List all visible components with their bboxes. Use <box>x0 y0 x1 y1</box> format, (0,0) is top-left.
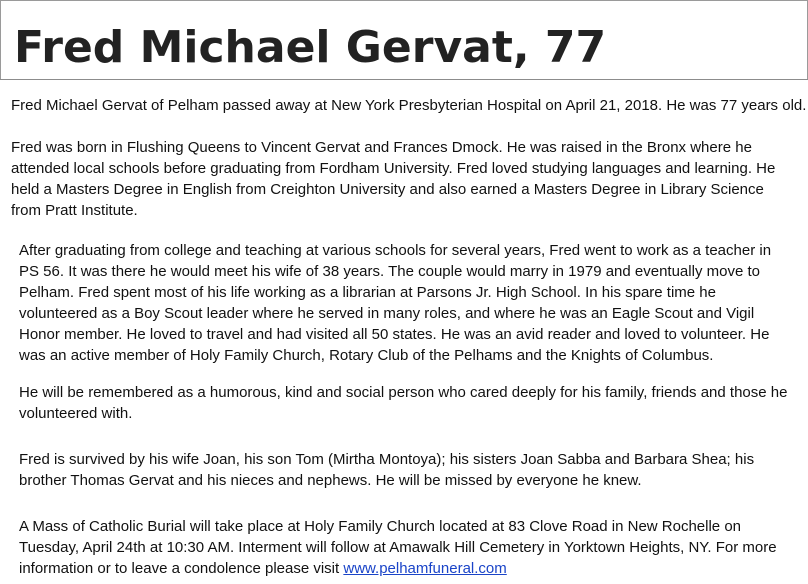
funeral-home-link[interactable]: www.pelhamfuneral.com <box>343 560 507 577</box>
page-frame-left <box>0 0 1 80</box>
title-divider <box>0 79 808 80</box>
paragraph-announcement: Fred Michael Gervat of Pelham passed away at New York Presbyterian Hospital on April 21, 2018. He was 77 years old. <box>11 97 807 114</box>
page-title: Fred Michael Gervat, 77 <box>14 22 607 73</box>
services-text: A Mass of Catholic Burial will take place at Holy Family Church located at 83 Clove Road in New Rochelle on Tuesday, April 24th at 10:30 AM. Interment will follow at Amawalk Hill Cemetery in Yorktown Heights, NY. For more information or to leave a condolence please visit <box>19 518 777 577</box>
paragraph-survivors: Fred is survived by his wife Joan, his son Tom (Mirtha Montoya); his sisters Joan Sabba and Barbara Shea; his brother Thomas Gervat and his nieces and nephews. He will be missed by everyone he knew. <box>19 451 755 489</box>
page-frame-top <box>0 0 808 1</box>
paragraph-services <box>19 516 804 579</box>
paragraph-career: After graduating from college and teaching at various schools for several years, Fred went to work as a teacher in PS 56. It was there he would meet his wife of 38 years. The couple would marry in 1979 and eventually move to Pelham. Fred spent most of his life working as a librarian at Parsons Jr. High School. In his spare time he volunteered as a Boy Scout leader where he served in many roles, and where he was an Eagle Scout and Vigil Honor member. He loved to travel and had visited all 50 states. He was an avid reader and loved to volunteer. He was an active member of Holy Family Church, Rotary Club of the Pelhams and the Knights of Columbus. <box>19 242 772 364</box>
paragraph-remembrance: He will be remembered as a humorous, kind and social person who cared deeply for his family, friends and those he volunteered with. <box>19 384 788 422</box>
paragraph-early-life: Fred was born in Flushing Queens to Vincent Gervat and Frances Dmock. He was raised in the Bronx where he attended local schools before graduating from Fordham University. Fred loved studying languages and learning. He held a Masters Degree in English from Creighton University and also earned a Masters Degree in Library Science from Pratt Institute. <box>11 139 776 219</box>
